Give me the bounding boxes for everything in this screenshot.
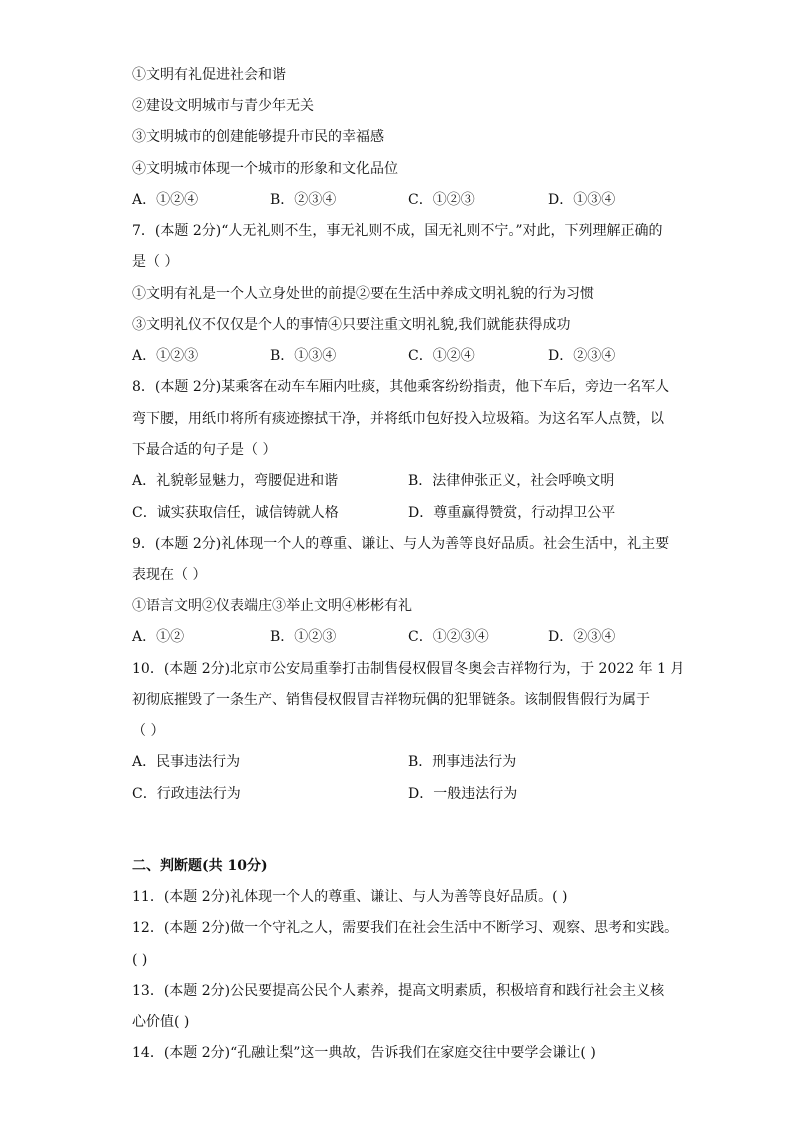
q6-item: ②建设文明城市与青少年无关 (132, 98, 314, 114)
option-d[interactable]: D．尊重赢得赞赏，行动捍卫公平 (408, 505, 616, 521)
q7-stem: 是（ ） (132, 254, 179, 270)
option-c[interactable]: C．①②③ (408, 192, 475, 208)
q10-stem: （ ） (132, 723, 165, 739)
option-c[interactable]: C．行政违法行为 (132, 786, 241, 802)
judge-line: 心价值( ) (132, 1014, 190, 1030)
q10-stem: 10．(本题 2分)北京市公安局重拳打击制售侵权假冒冬奥会吉祥物行为，于 2022 年 1 月 (132, 661, 685, 677)
judge-line: 12．(本题 2分)做一个守礼之人，需要我们在社会生活中不断学习、观察、思考和实践。 (132, 920, 679, 936)
q8-stem: 下最合适的句子是（ ） (132, 442, 277, 458)
judge-line: 13．(本题 2分)公民要提高公民个人素养，提高文明素质，积极培育和践行社会主义核 (132, 983, 665, 999)
q6-item: ④文明城市体现一个城市的形象和文化品位 (132, 161, 398, 177)
option-b[interactable]: B．②③④ (270, 192, 337, 208)
option-a[interactable]: A．①②④ (132, 192, 199, 208)
judge-line: 11．(本题 2分)礼体现一个人的尊重、谦让、与人为善等良好品质。( ) (132, 889, 568, 905)
q9-stem: 表现在（ ） (132, 567, 207, 583)
option-a[interactable]: A．①② (132, 629, 185, 645)
option-d[interactable]: D．①③④ (548, 192, 616, 208)
judge-line: 14．(本题 2分)“孔融让梨”这一典故，告诉我们在家庭交往中要学会谦让( ) (132, 1045, 596, 1061)
q6-item: ①文明有礼促进社会和谐 (132, 67, 286, 83)
section-title: 二、判断题(共 10分) (132, 858, 268, 874)
option-b[interactable]: B．①②③ (270, 629, 337, 645)
option-a[interactable]: A．礼貌彰显魅力，弯腰促进和谐 (132, 473, 339, 489)
option-a[interactable]: A．民事违法行为 (132, 754, 241, 770)
q9-stem: 9．(本题 2分)礼体现一个人的尊重、谦让、与人为善等良好品质。社会生活中，礼主要 (132, 536, 670, 552)
q8-stem: 8．(本题 2分)某乘客在动车车厢内吐痰，其他乘客纷纷指责，他下车后，旁边一名军人 (132, 379, 670, 395)
option-c[interactable]: C．①②④ (408, 348, 475, 364)
q9-item: ①语言文明②仪表端庄③举止文明④彬彬有礼 (132, 598, 412, 614)
q10-stem: 初彻底摧毁了一条生产、销售侵权假冒吉祥物玩偶的犯罪链条。该制假售假行为属于 (132, 692, 650, 708)
option-d[interactable]: D．一般违法行为 (408, 786, 518, 802)
option-a[interactable]: A．①②③ (132, 348, 199, 364)
option-b[interactable]: B．刑事违法行为 (408, 754, 517, 770)
option-d[interactable]: D．②③④ (548, 348, 616, 364)
q8-stem: 弯下腰，用纸巾将所有痰迹擦拭干净，并将纸巾包好投入垃圾箱。为这名军人点赞，以 (132, 411, 664, 427)
option-b[interactable]: B．法律伸张正义，社会呼唤文明 (408, 473, 615, 489)
q7-item: ①文明有礼是一个人立身处世的前提②要在生活中养成文明礼貌的行为习惯 (132, 286, 594, 302)
judge-line: ( ) (132, 952, 148, 968)
option-b[interactable]: B．①③④ (270, 348, 337, 364)
q7-item: ③文明礼仪不仅仅是个人的事情④只要注重文明礼貌,我们就能获得成功 (132, 317, 571, 333)
option-d[interactable]: D．②③④ (548, 629, 616, 645)
option-c[interactable]: C．诚实获取信任，诚信铸就人格 (132, 505, 339, 521)
q6-item: ③文明城市的创建能够提升市民的幸福感 (132, 129, 384, 145)
q7-stem: 7．(本题 2分)“人无礼则不生，事无礼则不成，国无礼则不宁。”对此，下列理解正确的 (132, 223, 663, 239)
option-c[interactable]: C．①②③④ (408, 629, 489, 645)
